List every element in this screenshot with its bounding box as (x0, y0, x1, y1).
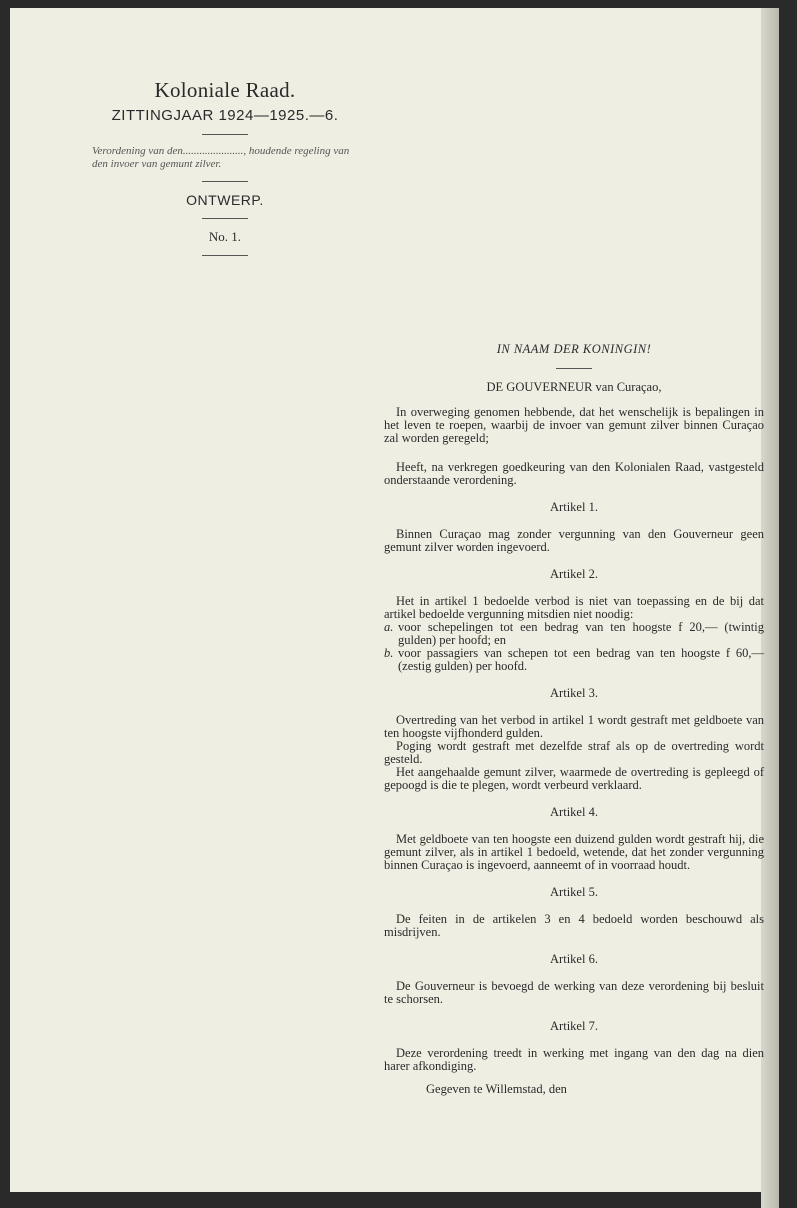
given-at-line: Gegeven te Willemstad, den (426, 1082, 567, 1096)
item-text: voor passagiers van schepen tot een bedrag van ten hoogste f 60,— (zestig gulden) per hoofd. (398, 646, 764, 673)
article-text: Poging wordt gestraft met dezelfde straf als op de overtreding wordt gesteld. (384, 739, 764, 766)
body-divider (556, 368, 592, 369)
header-divider (202, 134, 248, 135)
item-text: voor schepelingen tot een bedrag van ten hoogste f 20,— (twintig gulden) per hoofd; en (398, 620, 764, 647)
article-heading: Artikel 7. (550, 1019, 598, 1033)
preamble-paragraph: In overweging genomen hebbende, dat het wenschelijk is bepalingen in het leven te roepen, waarbij de invoer van gemunt zilver binnen Curaçao zal worden geregeld; (384, 405, 764, 445)
doc-type: ONTWERP. (186, 192, 264, 208)
article-text: Het aangehaalde gemunt zilver, waarmede de overtreding is gepleegd of gepoogd is die te plegen, wordt verbeurd verklaard. (384, 765, 764, 792)
article-text: Met geldboete van ten hoogste een duizend gulden wordt gestraft hij, die gemunt zilver, als in artikel 1 bedoeld, wetende, dat het zonder vergunning binnen Curaçao is ingevoerd, aanneemt of in voorraad houdt. (384, 832, 764, 872)
article-text: Deze verordening treedt in werking met ingang van den dag na dien harer afkondiging. (384, 1046, 764, 1073)
article-item (384, 647, 764, 673)
article-text: De feiten in de artikelen 3 en 4 bedoeld worden beschouwd als misdrijven. (384, 912, 764, 939)
subject-line: Verordening van den......................, houdende regeling van den invoer van gemunt zilver. (92, 145, 350, 170)
article-heading: Artikel 2. (550, 567, 598, 581)
document-header (90, 78, 360, 266)
article-text: Binnen Curaçao mag zonder vergunning van den Gouverneur geen gemunt zilver worden ingevoerd. (384, 527, 764, 554)
article-heading: Artikel 1. (550, 500, 598, 514)
header-divider (202, 218, 248, 219)
article-heading: Artikel 5. (550, 885, 598, 899)
invocation: IN NAAM DER KONINGIN! (496, 342, 652, 356)
item-label: a. (384, 620, 394, 634)
article-heading: Artikel 3. (550, 686, 598, 700)
item-label: b. (384, 646, 394, 660)
article-text: Het in artikel 1 bedoelde verbod is niet van toepassing en de bij dat artikel bedoelde vergunning mitsdien niet noodig: (384, 594, 764, 621)
ordinance-body (384, 343, 764, 1096)
governor-line: DE GOUVERNEUR van Curaçao, (486, 380, 662, 394)
article-heading: Artikel 4. (550, 805, 598, 819)
preamble-paragraph: Heeft, na verkregen goedkeuring van den Kolonialen Raad, vastgesteld onderstaande verordening. (384, 460, 764, 487)
article-text: Overtreding van het verbod in artikel 1 wordt gestraft met geldboete van ten hoogste vijfhonderd gulden. (384, 713, 764, 740)
doc-number: No. 1. (208, 229, 242, 244)
session-year: ZITTINGJAAR 1924—1925.—6. (111, 107, 339, 124)
article-item (384, 621, 764, 647)
header-divider (202, 181, 248, 182)
document-page (10, 8, 779, 1192)
header-divider (202, 255, 248, 256)
council-title: Koloniale Raad. (154, 78, 296, 102)
article-heading: Artikel 6. (550, 952, 598, 966)
article-text: De Gouverneur is bevoegd de werking van deze verordening bij besluit te schorsen. (384, 979, 764, 1006)
